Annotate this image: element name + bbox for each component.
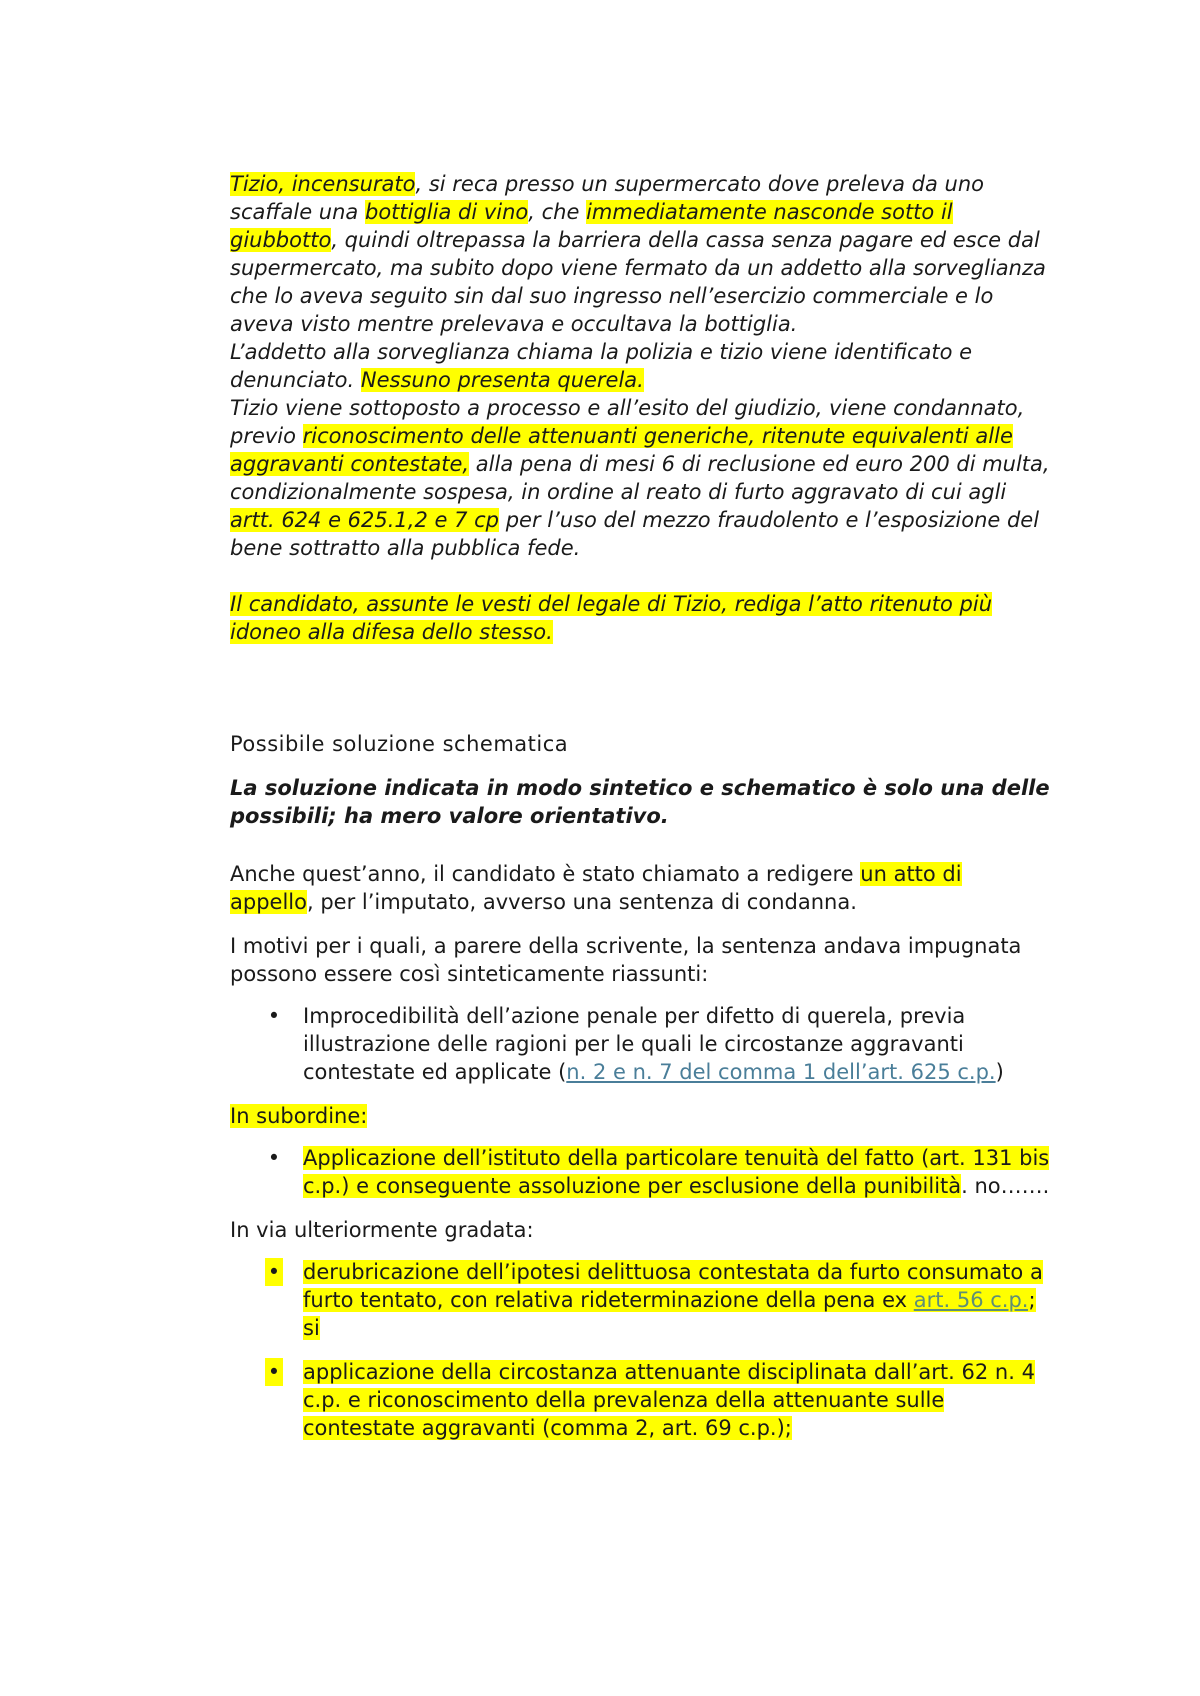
highlight-bottiglia: bottiglia di vino — [364, 200, 529, 224]
case-text-run: L’addetto alla sorveglianza chiama la polizia e tizio viene identificato e denunciato. — [230, 340, 973, 392]
subordine-label — [230, 1102, 1050, 1130]
case-text-run: , si reca presso un supermercato dove preleva da uno scaffale una — [230, 172, 984, 224]
case-text-run: per l’uso del mezzo fraudolento e l’esposizione del bene sottratto alla pubblica fede. — [230, 508, 1040, 560]
item-text: . no……. — [961, 1174, 1050, 1198]
highlight-item: derubricazione dell’ipotesi delittuosa contestata da furto consumato a furto tentato, con relativa rideterminazione della pena ex — [303, 1260, 1043, 1312]
highlight-task: Il candidato, assunte le vesti del legale di Tizio, rediga l’atto ritenuto più idoneo alla difesa dello stesso. — [230, 592, 993, 644]
bullet-icon: • — [265, 1358, 283, 1386]
item-text: ) — [995, 1060, 1004, 1084]
bullet-icon: • — [267, 1004, 281, 1028]
disclaimer-note: La soluzione indicata in modo sintetico e schematico è solo una delle possibili; ha mero valore orientativo. — [230, 776, 1050, 828]
art-56-link[interactable]: art. 56 c.p. — [913, 1288, 1029, 1312]
highlight-appello: un atto di appello — [230, 862, 962, 914]
highlight-item: ; si — [303, 1288, 1036, 1340]
highlight-item: Applicazione dell’istituto della particolare tenuità del fatto (art. 131 bis c.p.) e conseguente assoluzione per esclusione della punibilità — [303, 1146, 1050, 1198]
case-text-run: , che — [528, 200, 587, 224]
motivi-list — [230, 1002, 1050, 1086]
highlight-tizio: Tizio, incensurato — [230, 172, 416, 196]
list-item — [267, 1258, 1050, 1342]
highlight-item: applicazione della circostanza attenuante disciplinata dall’art. 62 n. 4 c.p. e riconoscimento della prevalenza della attenuante sulle contestate aggravanti (comma 2, art. 69 c.p.); — [303, 1360, 1035, 1440]
item-text: Improcedibilità dell’azione penale per difetto di querela, previa illustrazione delle ragioni per le quali le circostanze aggravanti contestate ed applicate ( — [303, 1004, 966, 1084]
intro-text: , per l’imputato, avverso una sentenza di condanna. — [306, 890, 857, 914]
gradata-label: In via ulteriormente gradata: — [230, 1218, 534, 1242]
highlight-attenuanti: riconoscimento delle attenuanti generiche, ritenute equivalenti alle aggravanti contestate, — [230, 424, 1013, 476]
bullet-icon: • — [267, 1146, 281, 1170]
intro-paragraph — [230, 860, 1050, 916]
task-paragraph — [230, 590, 1050, 646]
art-625-link[interactable]: n. 2 e n. 7 del comma 1 dell’art. 625 c.p. — [566, 1060, 996, 1084]
document-body — [230, 170, 1050, 1458]
list-item — [267, 1002, 1050, 1086]
highlight-nasconde: immediatamente nasconde sotto il giubbotto — [230, 200, 953, 252]
highlight-querela: Nessuno presenta querela. — [360, 368, 644, 392]
intro-text: Anche quest’anno, il candidato è stato chiamato a redigere — [230, 862, 861, 886]
list-item — [267, 1358, 1050, 1442]
list-item — [267, 1144, 1050, 1200]
highlight-subordine: In subordine: — [230, 1104, 368, 1128]
highlight-articoli: artt. 624 e 625.1,2 e 7 cp — [230, 508, 500, 532]
bullet-icon: • — [265, 1258, 283, 1286]
case-text-run: , quindi oltrepassa la barriera della cassa senza pagare ed esce dal supermercato, ma subito dopo viene fermato da un addetto alla sorveglianza che lo aveva seguito sin dal suo ingresso nell’esercizio commerciale e lo aveva visto mentre prelevava e occultava la bottiglia. — [230, 228, 1046, 336]
case-text-run: Tizio viene sottoposto a processo e all’esito del giudizio, viene condannato, previo — [230, 396, 1025, 448]
case-text — [230, 170, 1050, 562]
section-heading: Possibile soluzione schematica — [230, 732, 569, 756]
motivi-paragraph: I motivi per i quali, a parere della scrivente, la sentenza andava impugnata possono essere così sinteticamente riassunti: — [230, 934, 1022, 986]
case-text-run: alla pena di mesi 6 di reclusione ed euro 200 di multa, condizionalmente sospesa, in ordine al reato di furto aggravato di cui agli — [230, 452, 1050, 504]
gradata-list — [230, 1258, 1050, 1442]
subordine-list — [230, 1144, 1050, 1200]
